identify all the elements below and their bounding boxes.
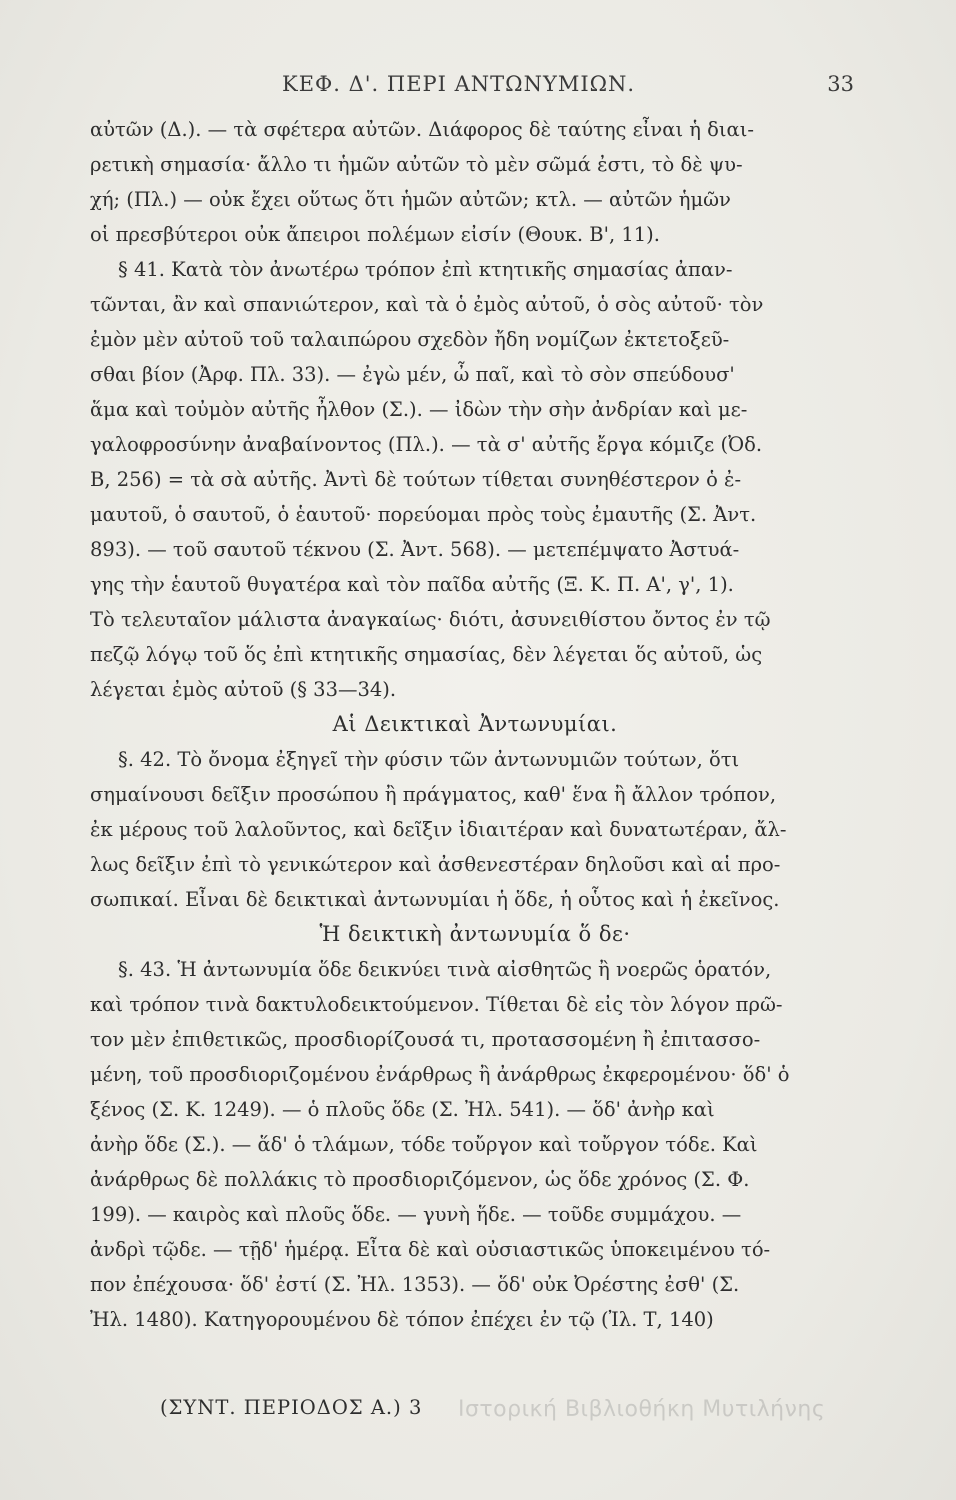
page-number: 33 xyxy=(827,72,854,96)
text-line: ἀνδρὶ τῷδε. — τῇδ' ἡμέρᾳ. Εἶτα δὲ καὶ οὐσιαστικῶς ὑποκειμένου τό- xyxy=(90,1238,771,1261)
signature-mark xyxy=(160,1396,422,1419)
text-line: ἀνάρθρως δὲ πολλάκις τὸ προσδιοριζόμενον, ὡς ὅδε χρόνος (Σ. Φ. xyxy=(90,1168,750,1191)
text-line: λέγεται ἐμὸς αὐτοῦ (§ 33—34). xyxy=(90,678,397,701)
section-43-start: §. 43. Ἡ ἀντωνυμία ὅδε δεικνύει τινὰ αἰσθητῶς ἢ νοερῶς ὁρατόν, xyxy=(118,958,772,981)
subsection-heading: Ἡ δεικτικὴ ἀντωνυμία ὅ δε· xyxy=(319,922,631,946)
text-line: καὶ τρόπον τινὰ δακτυλοδεικτούμενον. Τίθεται δὲ εἰς τὸν λόγον πρῶ- xyxy=(90,993,783,1016)
text-line: οἱ πρεσβύτεροι οὐκ ἄπειροι πολέμων εἰσίν (Θουκ. Β', 11). xyxy=(90,223,660,246)
running-title: ΚΕΦ. Δ'. ΠΕΡΙ ΑΝΤΩΝΥΜΙΩΝ. xyxy=(282,72,636,96)
section-heading: Αἱ Δεικτικαὶ Ἀντωνυμίαι. xyxy=(332,712,618,736)
text-line: χή; (Πλ.) — οὐκ ἔχει οὕτως ὅτι ἡμῶν αὐτῶν; κτλ. — αὐτῶν ἡμῶν xyxy=(90,188,731,211)
signature-text: (ΣΥΝΤ. ΠΕΡΙΟΔΟΣ Α.) xyxy=(160,1396,402,1419)
text-line: 893). — τοῦ σαυτοῦ τέκνου (Σ. Ἀντ. 568). — μετεπέμψατο Ἀστυά- xyxy=(90,538,740,561)
text-line: ρετικὴ σημασία· ἄλλο τι ἡμῶν αὐτῶν τὸ μὲν σῶμά ἐστι, τὸ δὲ ψυ- xyxy=(90,153,743,176)
section-41-start: § 41. Κατὰ τὸν ἀνωτέρω τρόπον ἐπὶ κτητικῆς σημασίας ἀπαν- xyxy=(118,258,733,281)
text-line: μαυτοῦ, ὁ σαυτοῦ, ὁ ἑαυτοῦ· πορεύομαι πρὸς τοὺς ἐμαυτῆς (Σ. Ἀντ. xyxy=(90,503,757,526)
text-line: Β, 256) = τὰ σὰ αὐτῆς. Ἀντὶ δὲ τούτων τίθεται συνηθέστερον ὁ ἐ- xyxy=(90,468,742,491)
section-42-start: §. 42. Τὸ ὄνομα ἐξηγεῖ τὴν φύσιν τῶν ἀντωνυμιῶν τούτων, ὅτι xyxy=(118,748,740,771)
body-text xyxy=(90,112,860,1337)
text-line: γαλοφροσύνην ἀναβαίνοντος (Πλ.). — τὰ σ' αὐτῆς ἔργα κόμιζε (Ὀδ. xyxy=(90,433,763,456)
text-line: τον μὲν ἐπιθετικῶς, προσδιορίζουσά τι, προτασσομένη ἢ ἐπιτασσο- xyxy=(90,1028,761,1051)
text-line: ἀνὴρ ὅδε (Σ.). — ἅδ' ὁ τλάμων, τόδε τοὔργον καὶ τοὔργον τόδε. Καὶ xyxy=(90,1133,758,1156)
text-line: Τὸ τελευταῖον μάλιστα ἀναγκαίως· διότι, ἀσυνειθίστου ὄντος ἐν τῷ xyxy=(90,608,771,631)
text-line: πεζῷ λόγῳ τοῦ ὅς ἐπὶ κτητικῆς σημασίας, δὲν λέγεται ὅς αὐτοῦ, ὡς xyxy=(90,643,763,666)
text-line: σημαίνουσι δεῖξιν προσώπου ἢ πράγματος, καθ' ἕνα ἢ ἄλλον τρόπον, xyxy=(90,783,777,806)
text-line: ἐμὸν μὲν αὐτοῦ τοῦ ταλαιπώρου σχεδὸν ἤδη νομίζων ἐκτετοξεῦ- xyxy=(90,328,730,351)
text-line: σωπικαί. Εἶναι δὲ δεικτικαὶ ἀντωνυμίαι ἡ ὅδε, ἡ οὗτος καὶ ἡ ἐκεῖνος. xyxy=(90,888,780,911)
text-line: τῶνται, ἂν καὶ σπανιώτερον, καὶ τὰ ὁ ἐμὸς αὐτοῦ, ὁ σὸς αὐτοῦ· τὸν xyxy=(90,293,764,316)
text-line: σθαι βίον (Ἀρφ. Πλ. 33). — ἐγὼ μέν, ὦ παῖ, καὶ τὸ σὸν σπεύδουσ' xyxy=(90,363,735,386)
page-footer xyxy=(160,1396,920,1430)
text-line: πον ἐπέχουσα· ὅδ' ἐστί (Σ. Ἠλ. 1353). — ὅδ' οὐκ Ὀρέστης ἐσθ' (Σ. xyxy=(90,1273,740,1296)
library-watermark: Ιστορική Βιβλιοθήκη Μυτιλήνης xyxy=(458,1397,826,1422)
text-line: αὐτῶν (Δ.). — τὰ σφέτερα αὐτῶν. Διάφορος δὲ ταύτης εἶναι ἡ διαι- xyxy=(90,118,754,141)
text-line: ἅμα καὶ τοὐμὸν αὐτῆς ἦλθον (Σ.). — ἰδὼν τὴν σὴν ἀνδρίαν καὶ με- xyxy=(90,398,748,421)
text-line: γης τὴν ἑαυτοῦ θυγατέρα καὶ τὸν παῖδα αὐτῆς (Ξ. Κ. Π. Α', γ', 1). xyxy=(90,573,734,596)
text-line: ἐκ μέρους τοῦ λαλοῦντος, καὶ δεῖξιν ἰδιαιτέραν καὶ δυνατωτέραν, ἄλ- xyxy=(90,818,787,841)
sheet-number: 3 xyxy=(408,1396,423,1419)
text-line: μένη, τοῦ προσδιοριζομένου ἐνάρθρως ἢ ἀνάρθρως ἐκφερομένου· ὅδ' ὁ xyxy=(90,1063,790,1086)
text-line: ξένος (Σ. Κ. 1249). — ὁ πλοῦς ὅδε (Σ. Ἠλ. 541). — ὅδ' ἀνὴρ καὶ xyxy=(90,1098,715,1121)
page-header xyxy=(92,72,854,102)
text-line: 199). — καιρὸς καὶ πλοῦς ὅδε. — γυνὴ ἥδε. — τοῦδε συμμάχου. — xyxy=(90,1203,742,1226)
text-line: Ἠλ. 1480). Κατηγορουμένου δὲ τόπον ἐπέχει ἐν τῷ (Ἰλ. Τ, 140) xyxy=(90,1308,714,1331)
text-line: λως δεῖξιν ἐπὶ τὸ γενικώτερον καὶ ἀσθενεστέραν δηλοῦσι καὶ αἱ προ- xyxy=(90,853,781,876)
